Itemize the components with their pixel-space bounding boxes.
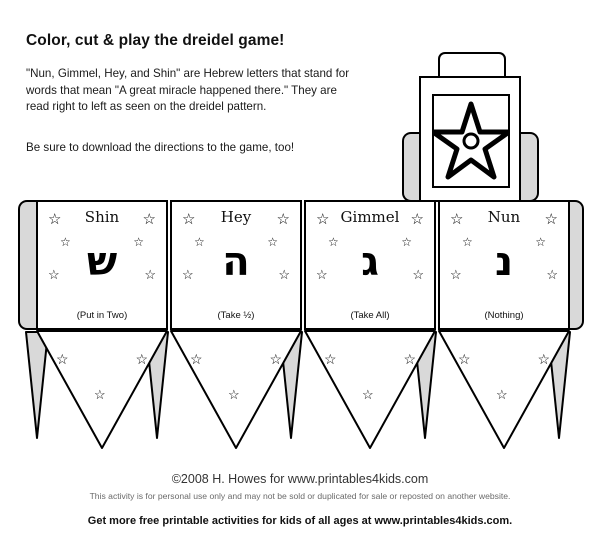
dreidel-template: [18, 52, 584, 452]
side-glue-flap-left: [18, 200, 36, 330]
star-icon: ☆: [278, 267, 290, 282]
star-icon: ☆: [144, 267, 156, 282]
star-icon: ☆: [316, 211, 330, 228]
dreidel-top-face: [419, 76, 521, 202]
hebrew-letter: נ: [494, 239, 514, 285]
star-icon: ☆: [401, 235, 412, 249]
face-label: Hey: [220, 208, 252, 226]
star-icon: ☆: [228, 387, 240, 402]
star-icon: ☆: [537, 351, 550, 367]
star-icon: ☆: [462, 235, 473, 249]
star-icon: ☆: [94, 387, 106, 402]
star-icon: ☆: [56, 351, 69, 367]
star-icon: ☆: [276, 211, 290, 228]
intro-paragraph: "Nun, Gimmel, Hey, and Shin" are Hebrew letters that stand for words that mean "A great miracle happened there." They are read right to left as seen on the dreidel pattern.: [26, 67, 350, 113]
star-icon: ☆: [182, 267, 194, 282]
star-icon: ☆: [403, 351, 416, 367]
star-icon: ☆: [190, 351, 203, 367]
top-face-inner-border: [432, 94, 510, 188]
star-icon: ☆: [535, 235, 546, 249]
star-icon: ☆: [324, 351, 337, 367]
point-panel: [304, 330, 436, 450]
star-icon: ☆: [412, 267, 424, 282]
star-icon: ☆: [142, 211, 156, 228]
point-panel: [170, 330, 302, 450]
face-rule: (Take All): [350, 310, 390, 321]
star-icon: ☆: [450, 211, 464, 228]
hebrew-letter: ה: [222, 239, 250, 285]
face-rule: (Nothing): [484, 310, 524, 321]
star-icon: ☆: [458, 351, 471, 367]
star-icon: ☆: [269, 351, 282, 367]
star-icon: ☆: [194, 235, 205, 249]
star-icon: ☆: [546, 267, 558, 282]
face-label: Gimmel: [340, 208, 400, 226]
dreidel-face-gimmel: [304, 200, 436, 330]
download-note: Be sure to download the directions to the game, too!: [26, 141, 295, 154]
star-icon: ☆: [133, 235, 144, 249]
star-icon: ☆: [450, 267, 462, 282]
dreidel-point-panels: [36, 330, 566, 452]
hebrew-letter: ש: [86, 239, 118, 285]
star-icon: ☆: [267, 235, 278, 249]
dreidel-faces: [36, 200, 566, 330]
top-glue-flap-right: [521, 132, 539, 202]
star-icon: ☆: [135, 351, 148, 367]
face-rule: (Put in Two): [76, 310, 128, 321]
star-icon: ☆: [316, 267, 328, 282]
page-title: Color, cut & play the dreidel game!: [26, 32, 285, 49]
star-icon: ☆: [60, 235, 71, 249]
point-panel: [438, 330, 570, 450]
star-icon: ☆: [410, 211, 424, 228]
promo-line: Get more free printable activities for kids of all ages at www.printables4kids.com.: [87, 515, 513, 527]
star-icon: ☆: [328, 235, 339, 249]
copyright-line: ©2008 H. Howes for www.printables4kids.com: [171, 472, 429, 486]
top-glue-flap-left: [402, 132, 420, 202]
star-icon: ☆: [544, 211, 558, 228]
star-icon: ☆: [48, 211, 62, 228]
dreidel-face-hey: [170, 200, 302, 330]
dreidel-face-shin: [36, 200, 168, 330]
star-icon: ☆: [48, 267, 60, 282]
face-label: Shin: [84, 208, 120, 226]
usage-disclaimer: This activity is for personal use only and may not be sold or duplicated for sale or reposted on another website.: [89, 491, 511, 501]
star-icon: ☆: [182, 211, 196, 228]
dreidel-face-nun: [438, 200, 570, 330]
point-panel: [36, 330, 168, 450]
star-icon: ☆: [362, 387, 374, 402]
hebrew-letter: ג: [361, 239, 379, 285]
star-icon: [434, 96, 508, 186]
star-icon: ☆: [496, 387, 508, 402]
face-label: Nun: [487, 208, 521, 226]
face-rule: (Take ½): [217, 310, 255, 321]
